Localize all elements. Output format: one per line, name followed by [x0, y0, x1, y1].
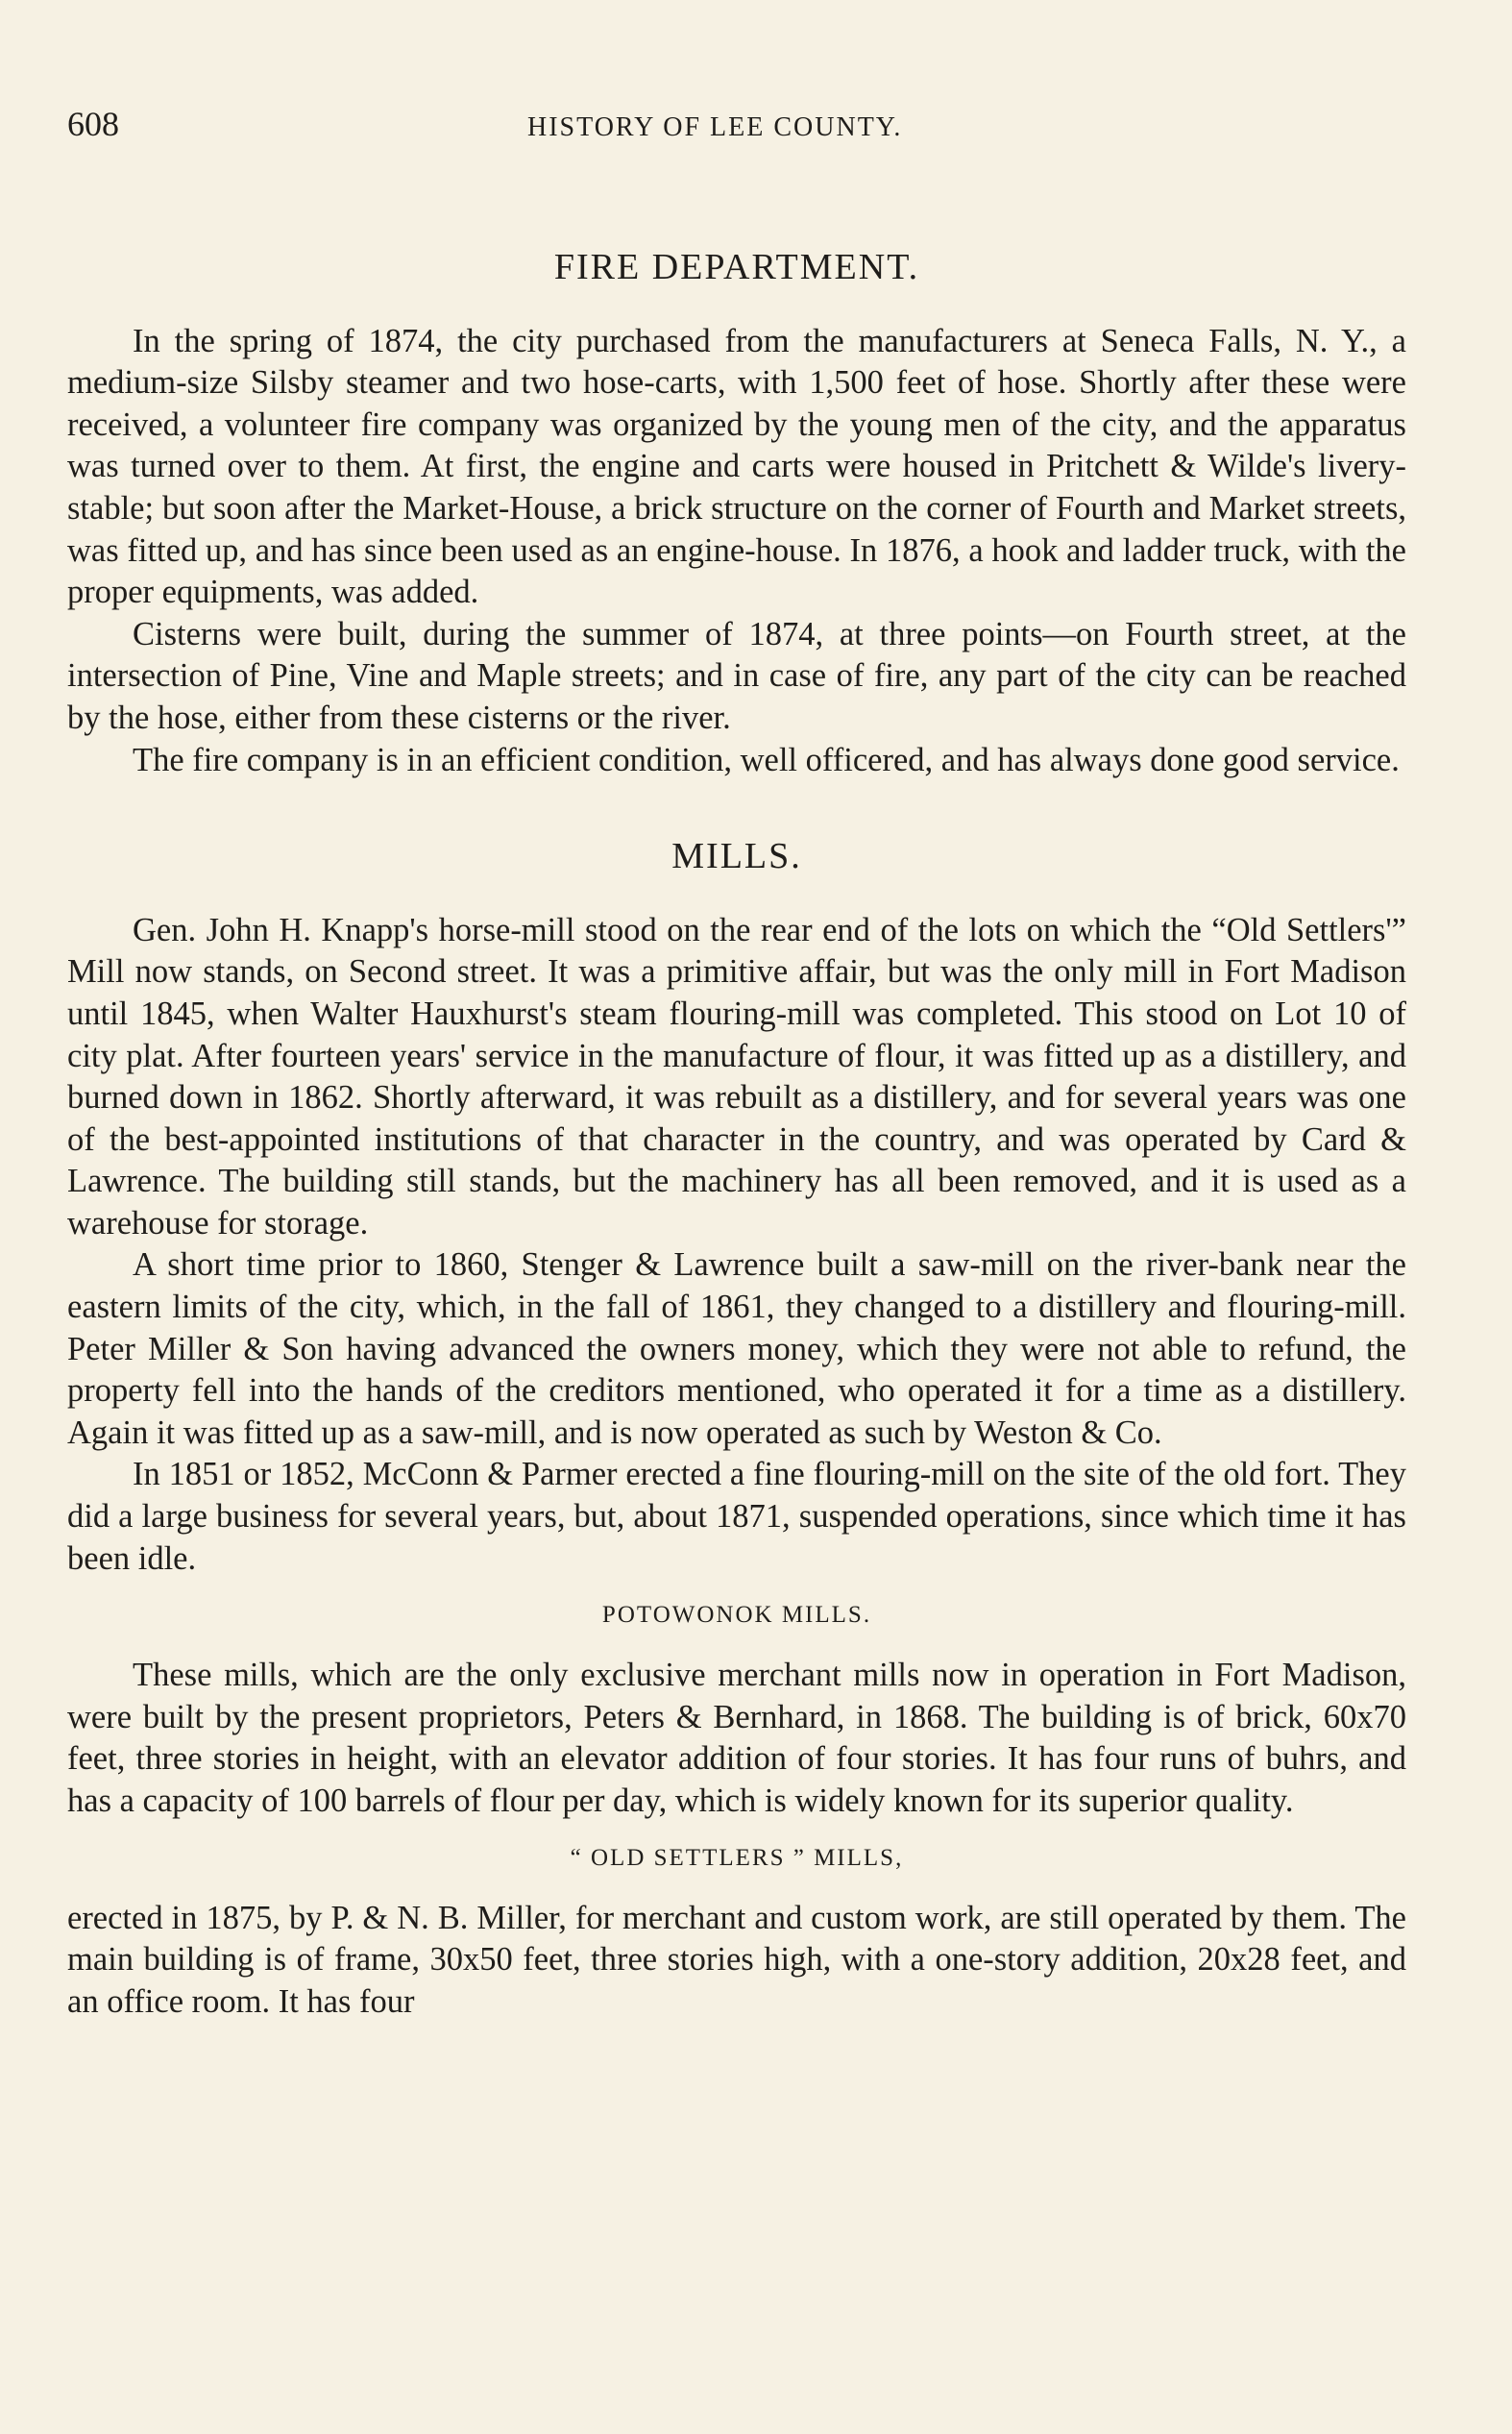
- paragraph: Gen. John H. Knapp's horse-mill stood on the rear end of the lots on which the “Old Settlers'” Mill now stands, on Second street. It was a primitive affair, but was the only mill in Fort Madison until 1845, when Walter Hauxhurst's steam flouring-mill was completed. This stood on Lot 10 of city plat. After fourteen years' service in the manufacture of flour, it was fitted up as a distillery, and burned down in 1862. Shortly afterward, it was rebuilt as a distillery, and for several years was one of the best-appointed institutions of that character in the country, and was operated by Card & Lawrence. The building still stands, but the machinery has all been removed, and it is used as a warehouse for storage.: [67, 911, 1406, 1242]
- mills-section: [67, 835, 1406, 1580]
- old-settlers-mills-section: [67, 1844, 1406, 2024]
- section-title-mills: MILLS.: [671, 836, 802, 877]
- running-title: HISTORY OF LEE COUNTY.: [527, 112, 903, 142]
- paragraph: Cisterns were built, during the summer of 1874, at three points—on Fourth street, at the intersection of Pine, Vine and Maple streets; and in case of fire, any part of the city can be reached by the hose, either from these cisterns or the river.: [67, 615, 1406, 736]
- subsection-title-potowonok-mills: POTOWONOK MILLS.: [601, 1602, 872, 1629]
- section-spacer: [67, 781, 1406, 835]
- subsection-title-old-settlers-mills: “ OLD SETTLERS ” MILLS,: [570, 1844, 904, 1871]
- running-head: [67, 104, 1406, 154]
- paragraph: erected in 1875, by P. & N. B. Miller, for merchant and custom work, are still operated by them. The main building is of frame, 30x50 feet, three stories high, with a one-story addition, 20x28 feet, and an office room. It has four: [67, 1899, 1406, 2020]
- section-title-fire-department: FIRE DEPARTMENT.: [553, 247, 920, 287]
- paragraph: A short time prior to 1860, Stenger & Lawrence built a saw-mill on the river-bank near the eastern limits of the city, which, in the fall of 1861, they changed to a distillery and flouring-mill. Peter Miller & Son having advanced the owners money, which they were not able to refund, the property fell into the hands of the creditors mentioned, who operated it for a time as a distillery. Again it was fitted up as a saw-mill, and is now operated as such by Weston & Co.: [67, 1246, 1406, 1451]
- fire-department-section: [67, 246, 1406, 781]
- paragraph: The fire company is in an efficient condition, well officered, and has always done good service.: [133, 741, 1400, 778]
- paragraph: These mills, which are the only exclusive merchant mills now in operation in Fort Madison, were built by the present proprietors, Peters & Bernhard, in 1868. The building is of brick, 60x70 feet, three stories in height, with an elevator addition of four stories. It has four runs of buhrs, and has a capacity of 100 barrels of flour per day, which is widely known for its superior quality.: [67, 1657, 1406, 1819]
- paragraph: In the spring of 1874, the city purchased from the manufacturers at Seneca Falls, N. Y., a medium-size Silsby steamer and two hose-carts, with 1,500 feet of hose. Shortly after these were received, a volunteer fire company was organized by the young men of the city, and the apparatus was turned over to them. At first, the engine and carts were housed in Pritchett & Wilde's livery-stable; but soon after the Market-House, a brick structure on the corner of Fourth and Market streets, was fitted up, and has since been used as an engine-house. In 1876, a hook and ladder truck, with the proper equipments, was added.: [67, 322, 1406, 611]
- page-number: 608: [67, 105, 119, 143]
- potowonok-mills-section: [67, 1601, 1406, 1822]
- paragraph: In 1851 or 1852, McConn & Parmer erected a fine flouring-mill on the site of the old fort. They did a large business for several years, but, about 1871, suspended operations, since which time it has been idle.: [67, 1456, 1406, 1577]
